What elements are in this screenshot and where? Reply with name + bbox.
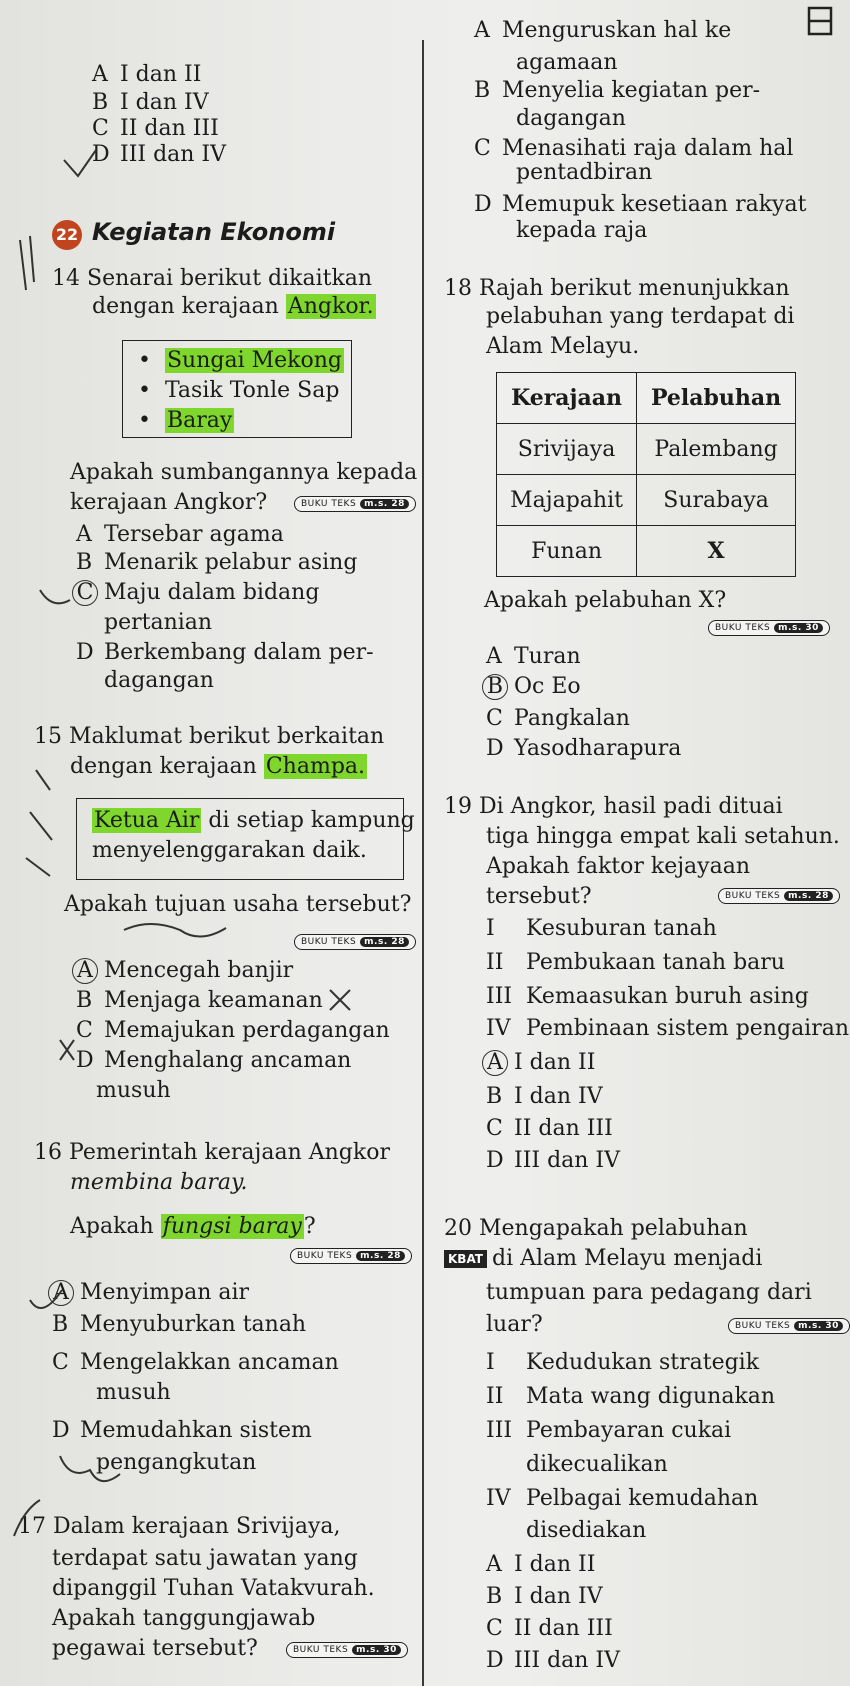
table-cell: X: [637, 526, 796, 577]
q19-stem-line2: tiga hingga empat kali setahun.: [486, 824, 840, 849]
q15-option-d-line2: musuh: [96, 1078, 171, 1103]
q20-stem-line4: luar?: [486, 1312, 543, 1337]
scribble-mark: [124, 924, 226, 937]
q17-stem-line5: pegawai tersebut?: [52, 1636, 258, 1661]
table-cell: Majapahit: [497, 475, 637, 526]
q15-stem-line1: 15 Maklumat berikut berkaitan: [34, 724, 385, 749]
q15-box-line2: menyelenggarakan daik.: [92, 838, 367, 863]
q13-right-option-b[interactable]: B Menyelia kegiatan per-: [474, 78, 761, 103]
q19-stem-line4: tersebut?: [486, 884, 592, 909]
q14-stem-line1: 14 Senarai berikut dikaitkan: [52, 266, 373, 291]
tick-mark-icon: [40, 590, 70, 603]
document-icon: [806, 6, 834, 36]
q13-option-d[interactable]: D III dan IV: [92, 142, 227, 167]
q13-option-c[interactable]: C II dan III: [92, 116, 219, 141]
table-row: [497, 424, 796, 475]
q13-right-option-b-line2: dagangan: [516, 106, 626, 131]
q20-statement: IV Pelbagai kemudahan: [486, 1486, 759, 1511]
q20-option-d[interactable]: D III dan IV: [486, 1648, 621, 1673]
q18-stem-line3: Alam Melayu.: [486, 334, 640, 359]
q15-box-line1: Ketua Air di setiap kampung: [94, 808, 415, 833]
q20-statement: I Kedudukan strategik: [486, 1350, 760, 1375]
q14-option-d-line2: dagangan: [104, 668, 214, 693]
q16-option-c[interactable]: C Mengelakkan ancaman: [52, 1350, 339, 1375]
q18-question: Apakah pelabuhan X?: [484, 588, 727, 613]
q18-option-d[interactable]: D Yasodharapura: [486, 736, 682, 761]
q13-right-option-d-line2: kepada raja: [516, 218, 648, 243]
q18-stem-line2: pelabuhan yang terdapat di: [486, 304, 795, 329]
table-cell: Srivijaya: [497, 424, 637, 475]
q19-stem-line3: Apakah faktor kejayaan: [486, 854, 750, 879]
q13-option-a[interactable]: A I dan II: [92, 62, 202, 87]
q19-statement: II Pembukaan tanah baru: [486, 950, 785, 975]
q16-option-d[interactable]: D Memudahkan sistem: [52, 1418, 312, 1443]
q20-statement: II Mata wang digunakan: [486, 1384, 776, 1409]
q15-question: Apakah tujuan usaha tersebut?: [64, 892, 412, 917]
q13-right-option-c-line2: pentadbiran: [516, 160, 653, 185]
q14-textbook-ref-badge: BUKU TEKS m.s. 28: [294, 496, 416, 512]
q13-right-option-a-line2: agamaan: [516, 50, 618, 75]
column-divider: [422, 40, 424, 1686]
section-number: 22: [52, 220, 82, 250]
q14-option-c[interactable]: C Maju dalam bidang: [76, 580, 319, 606]
q16-option-d-line2: pengangkutan: [96, 1450, 257, 1475]
table-header-row: [497, 373, 796, 424]
q20-statement-line2: dikecualikan: [526, 1452, 668, 1477]
q16-stem-line1: 16 Pemerintah kerajaan Angkor: [34, 1140, 390, 1165]
q18-stem-line1: 18 Rajah berikut menunjukkan: [444, 276, 790, 301]
q18-textbook-ref-badge: BUKU TEKS m.s. 30: [708, 620, 830, 636]
q16-stem-line2: membina baray.: [70, 1170, 248, 1195]
table-row: [497, 475, 796, 526]
q13-right-option-a[interactable]: A Menguruskan hal ke: [474, 18, 732, 43]
q16-textbook-ref-badge: BUKU TEKS m.s. 28: [290, 1248, 412, 1264]
q14-option-c-line2: pertanian: [104, 610, 213, 635]
q18-port-table: [496, 372, 796, 577]
q14-list-item: • Tasik Tonle Sap: [138, 378, 340, 403]
q19-option-b[interactable]: B I dan IV: [486, 1084, 603, 1109]
kbat-badge: KBAT: [444, 1250, 487, 1268]
q19-option-d[interactable]: D III dan IV: [486, 1148, 621, 1173]
q13-option-b[interactable]: B I dan IV: [92, 90, 209, 115]
table-header: Kerajaan: [497, 373, 637, 424]
q16-option-a[interactable]: A Menyimpan air: [52, 1280, 249, 1306]
q14-option-a[interactable]: A Tersebar agama: [76, 522, 284, 547]
cross-mark-icon: [60, 1040, 74, 1060]
q14-option-b[interactable]: B Menarik pelabur asing: [76, 550, 358, 575]
q18-option-b[interactable]: B Oc Eo: [486, 674, 581, 700]
q20-statement: III Pembayaran cukai: [486, 1418, 732, 1443]
table-header: Pelabuhan: [637, 373, 796, 424]
table-cell: Surabaya: [637, 475, 796, 526]
q14-question-line1: Apakah sumbangannya kepada: [70, 460, 418, 485]
q17-stem-line4: Apakah tanggungjawab: [52, 1606, 316, 1631]
q15-option-b[interactable]: B Menjaga keamanan: [76, 988, 323, 1013]
table-row: [497, 526, 796, 577]
q15-option-a[interactable]: A Mencegah banjir: [76, 958, 293, 984]
table-cell: Palembang: [637, 424, 796, 475]
q16-question: Apakah fungsi baray?: [70, 1214, 316, 1239]
q18-option-a[interactable]: A Turan: [486, 644, 581, 669]
cross-mark-icon: [330, 990, 350, 1010]
q20-stem-line2: di Alam Melayu menjadi: [492, 1246, 763, 1271]
q13-right-option-d[interactable]: D Memupuk kesetiaan rakyat: [474, 192, 807, 217]
q20-option-a[interactable]: A I dan II: [486, 1552, 596, 1577]
q14-list-item: • Baray: [138, 408, 233, 433]
q14-stem-line2: dengan kerajaan Angkor.: [92, 294, 374, 319]
scribble-mark: [20, 236, 34, 290]
q15-textbook-ref-badge: BUKU TEKS m.s. 28: [294, 934, 416, 950]
q17-stem-line2: terdapat satu jawatan yang: [52, 1546, 358, 1571]
q15-option-c[interactable]: C Memajukan perdagangan: [76, 1018, 390, 1043]
q17-stem-line3: dipanggil Tuhan Vatakvurah.: [52, 1576, 375, 1601]
q13-right-option-c[interactable]: C Menasihati raja dalam hal: [474, 136, 794, 161]
q14-option-d[interactable]: D Berkembang dalam per-: [76, 640, 374, 665]
q19-statement: I Kesuburan tanah: [486, 916, 717, 941]
q16-option-b[interactable]: B Menyuburkan tanah: [52, 1312, 307, 1337]
q20-statement-line2: disediakan: [526, 1518, 647, 1543]
q18-option-c[interactable]: C Pangkalan: [486, 706, 630, 731]
q14-list-item: • Sungai Mekong: [138, 348, 342, 373]
scribble-mark: [26, 770, 52, 876]
q17-textbook-ref-badge: BUKU TEKS m.s. 30: [286, 1642, 408, 1658]
q20-stem-line1: 20 Mengapakah pelabuhan: [444, 1216, 748, 1241]
q17-stem-line1: 17 Dalam kerajaan Srivijaya,: [18, 1514, 341, 1539]
q20-option-b[interactable]: B I dan IV: [486, 1584, 603, 1609]
q19-stem-line1: 19 Di Angkor, hasil padi dituai: [444, 794, 783, 819]
table-cell: Funan: [497, 526, 637, 577]
q19-textbook-ref-badge: BUKU TEKS m.s. 28: [718, 888, 840, 904]
q15-stem-line2: dengan kerajaan Champa.: [70, 754, 366, 779]
q19-option-c[interactable]: C II dan III: [486, 1116, 613, 1141]
q14-question-line2: kerajaan Angkor?: [70, 490, 268, 515]
q19-statement: IV Pembinaan sistem pengairan: [486, 1016, 850, 1041]
q20-stem-line3: tumpuan para pedagang dari: [486, 1280, 812, 1305]
section-title: Kegiatan Ekonomi: [92, 218, 336, 246]
q19-statement: III Kemaasukan buruh asing: [486, 984, 809, 1009]
section-header: [52, 218, 335, 250]
q20-option-c[interactable]: C II dan III: [486, 1616, 613, 1641]
q20-textbook-ref-badge: BUKU TEKS m.s. 30: [728, 1318, 850, 1334]
q16-option-c-line2: musuh: [96, 1380, 171, 1405]
q19-option-a[interactable]: A I dan II: [486, 1050, 595, 1076]
q15-option-d[interactable]: D Menghalang ancaman: [76, 1048, 352, 1073]
